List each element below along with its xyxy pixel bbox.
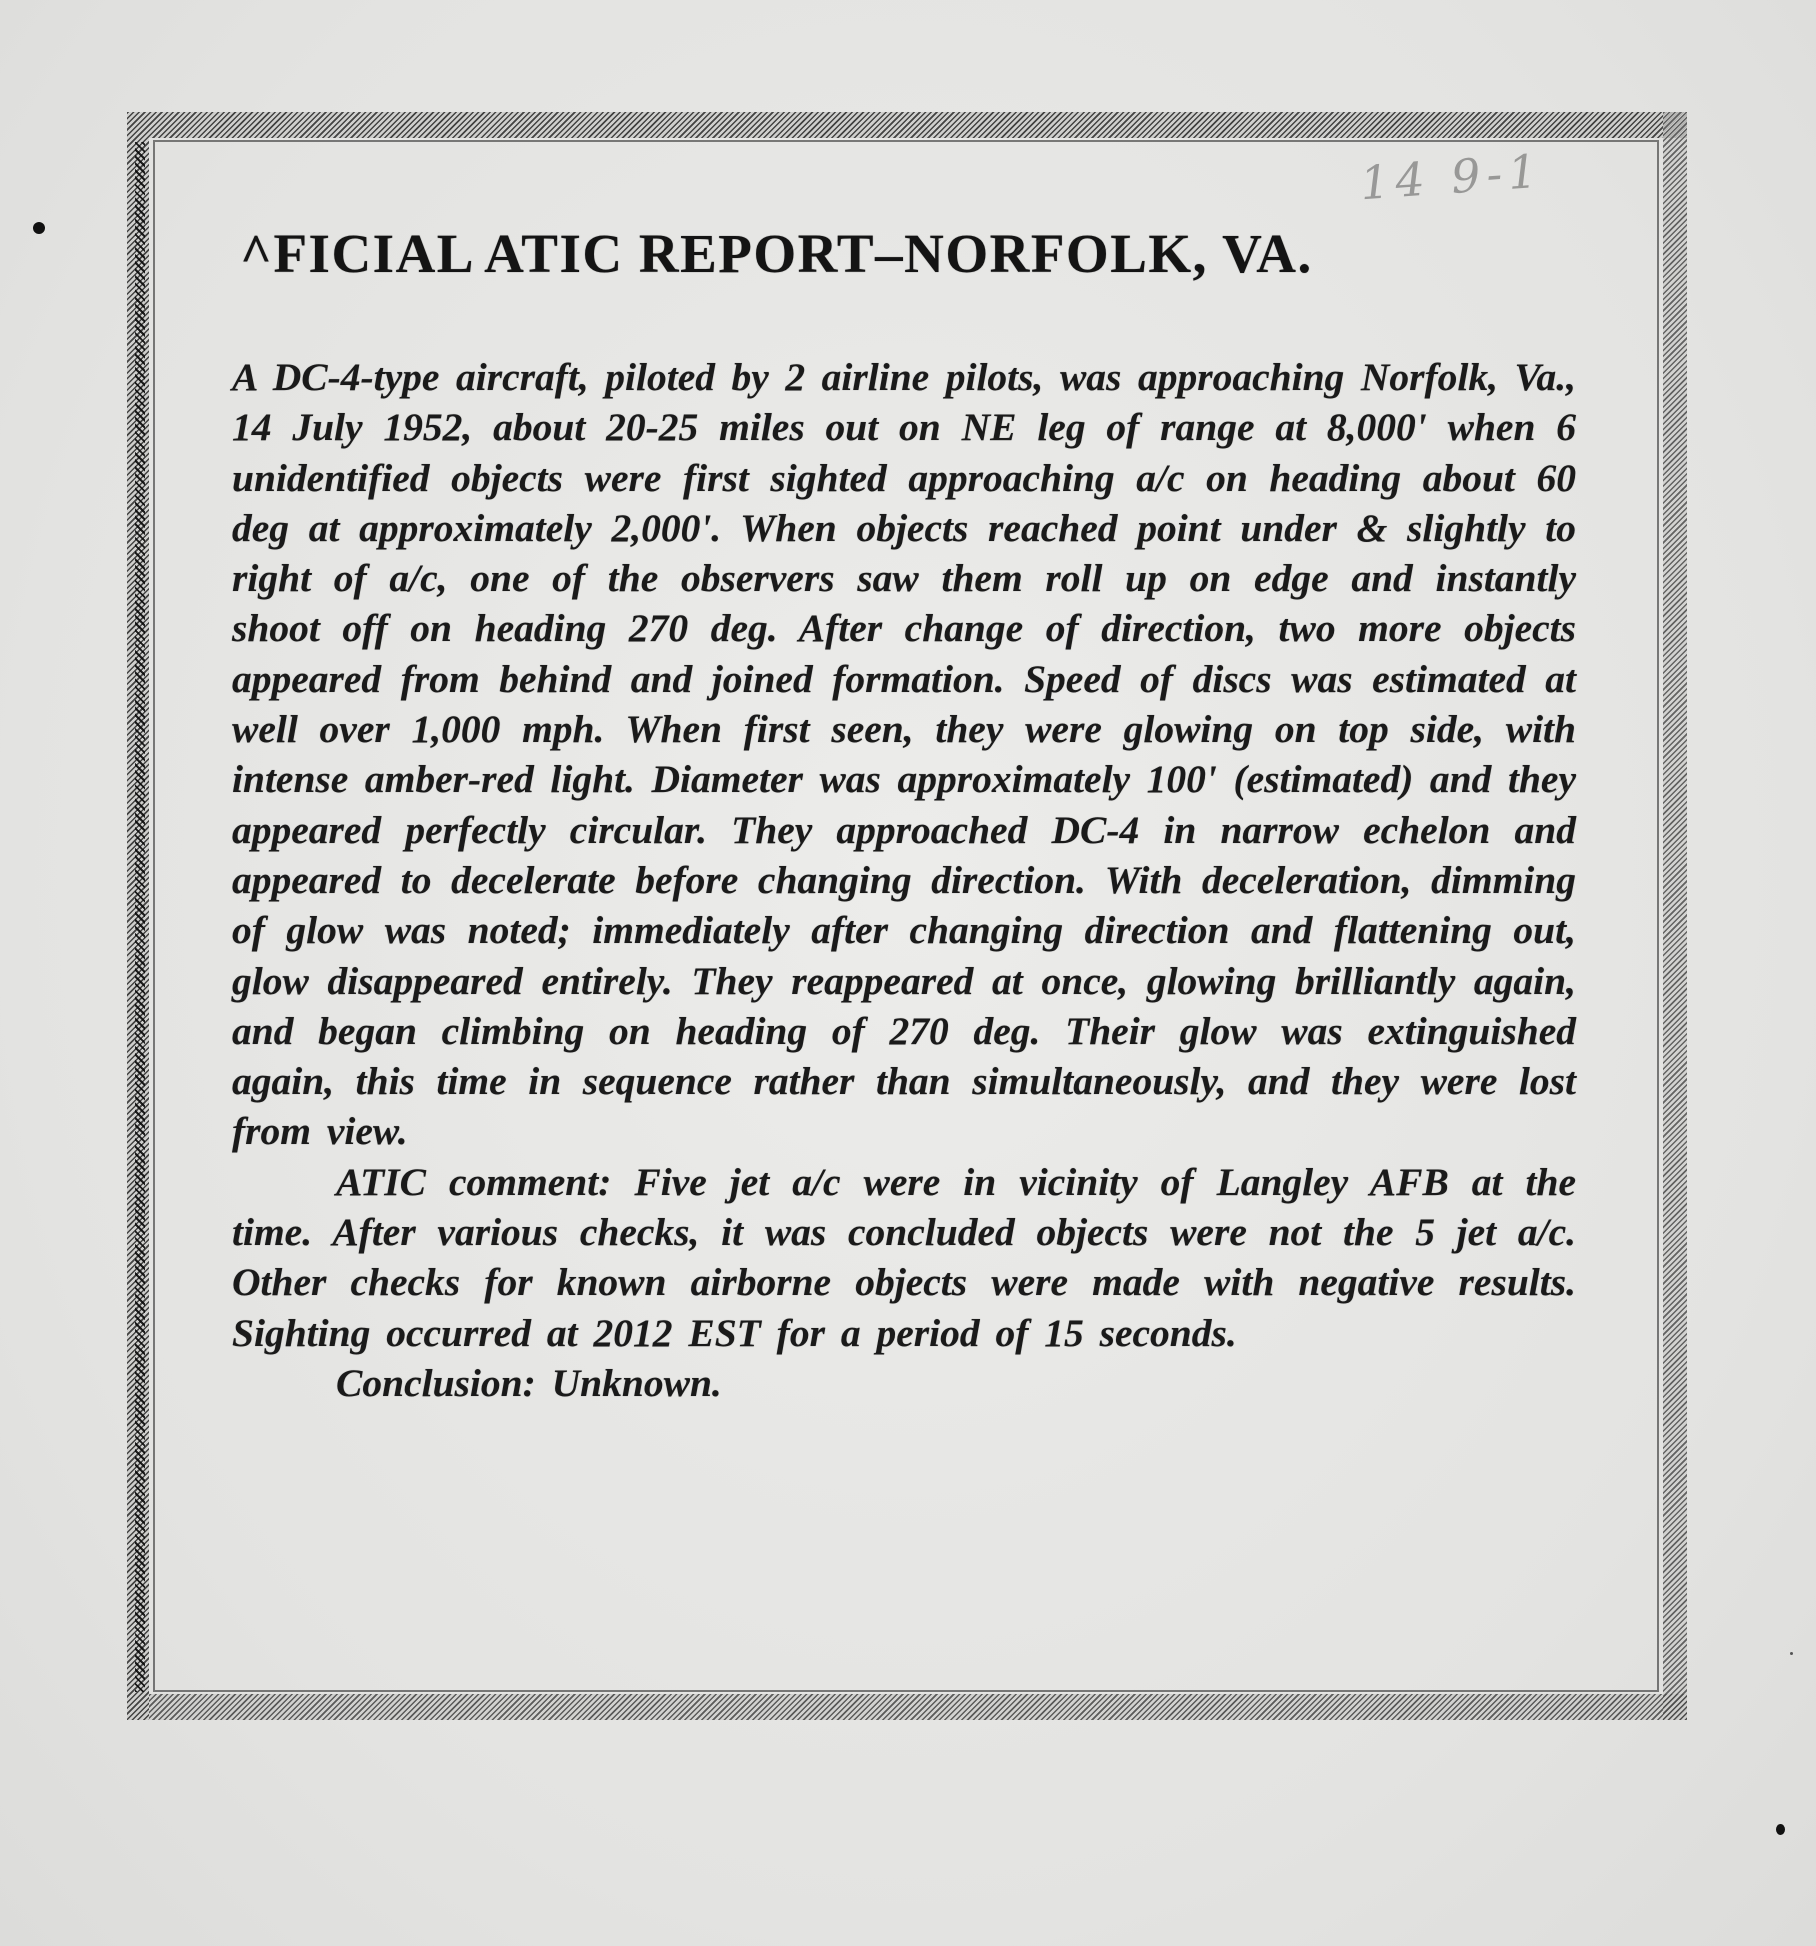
ink-speck xyxy=(1776,1824,1785,1835)
border-left-shading xyxy=(135,142,145,1692)
report-title: ^FICIAL ATIC REPORT–NORFOLK, VA. xyxy=(240,223,1313,284)
border-left xyxy=(127,112,149,1720)
border-top xyxy=(127,112,1687,138)
ink-speck xyxy=(1790,1652,1793,1655)
report-paragraph-conclusion: Conclusion: Unknown. xyxy=(336,1360,722,1405)
report-body xyxy=(232,352,1576,1408)
report-paragraph-sighting: A DC-4-type aircraft, piloted by 2 airline pilots, was approaching Norfolk, Va., 14 July 1952, about 20-25 miles out on NE leg of range at 8,000' when 6 unidentified objects were first sighted approaching a/c on heading about 60 deg at approximately 2,000'. When objects reached point under & slightly to right of a/c, one of the observers saw them roll up on edge and instantly shoot off on heading 270 deg. After change of direction, two more objects appeared from behind and joined formation. Speed of discs was estimated at well over 1,000 mph. When first seen, they were glowing on top side, with intense amber-red light. Diameter was approximately 100' (estimated) and they appeared perfectly circular. They approached DC-4 in narrow echelon and appeared to decelerate before changing direction. With deceleration, dimming of glow was noted; immediately after changing direction and flattening out, glow disappeared entirely. They reappeared at once, glowing brilliantly again, and began climbing on heading of 270 deg. Their glow was extinguished again, this time in sequence rather than simultaneously, and they were lost from view. xyxy=(232,355,1576,1154)
report-paragraph-atic-comment: ATIC comment: Five jet a/c were in vicinity of Langley AFB at the time. After various checks, it was concluded objects were not the 5 jet a/c. Other checks for known airborne objects were made with negative results. Sighting occurred at 2012 EST for a period of 15 seconds. xyxy=(232,1159,1576,1355)
border-right xyxy=(1663,112,1687,1720)
ink-speck xyxy=(33,222,45,234)
handwritten-mark: 14 9-1 xyxy=(1358,143,1545,211)
border-bottom xyxy=(127,1694,1687,1720)
